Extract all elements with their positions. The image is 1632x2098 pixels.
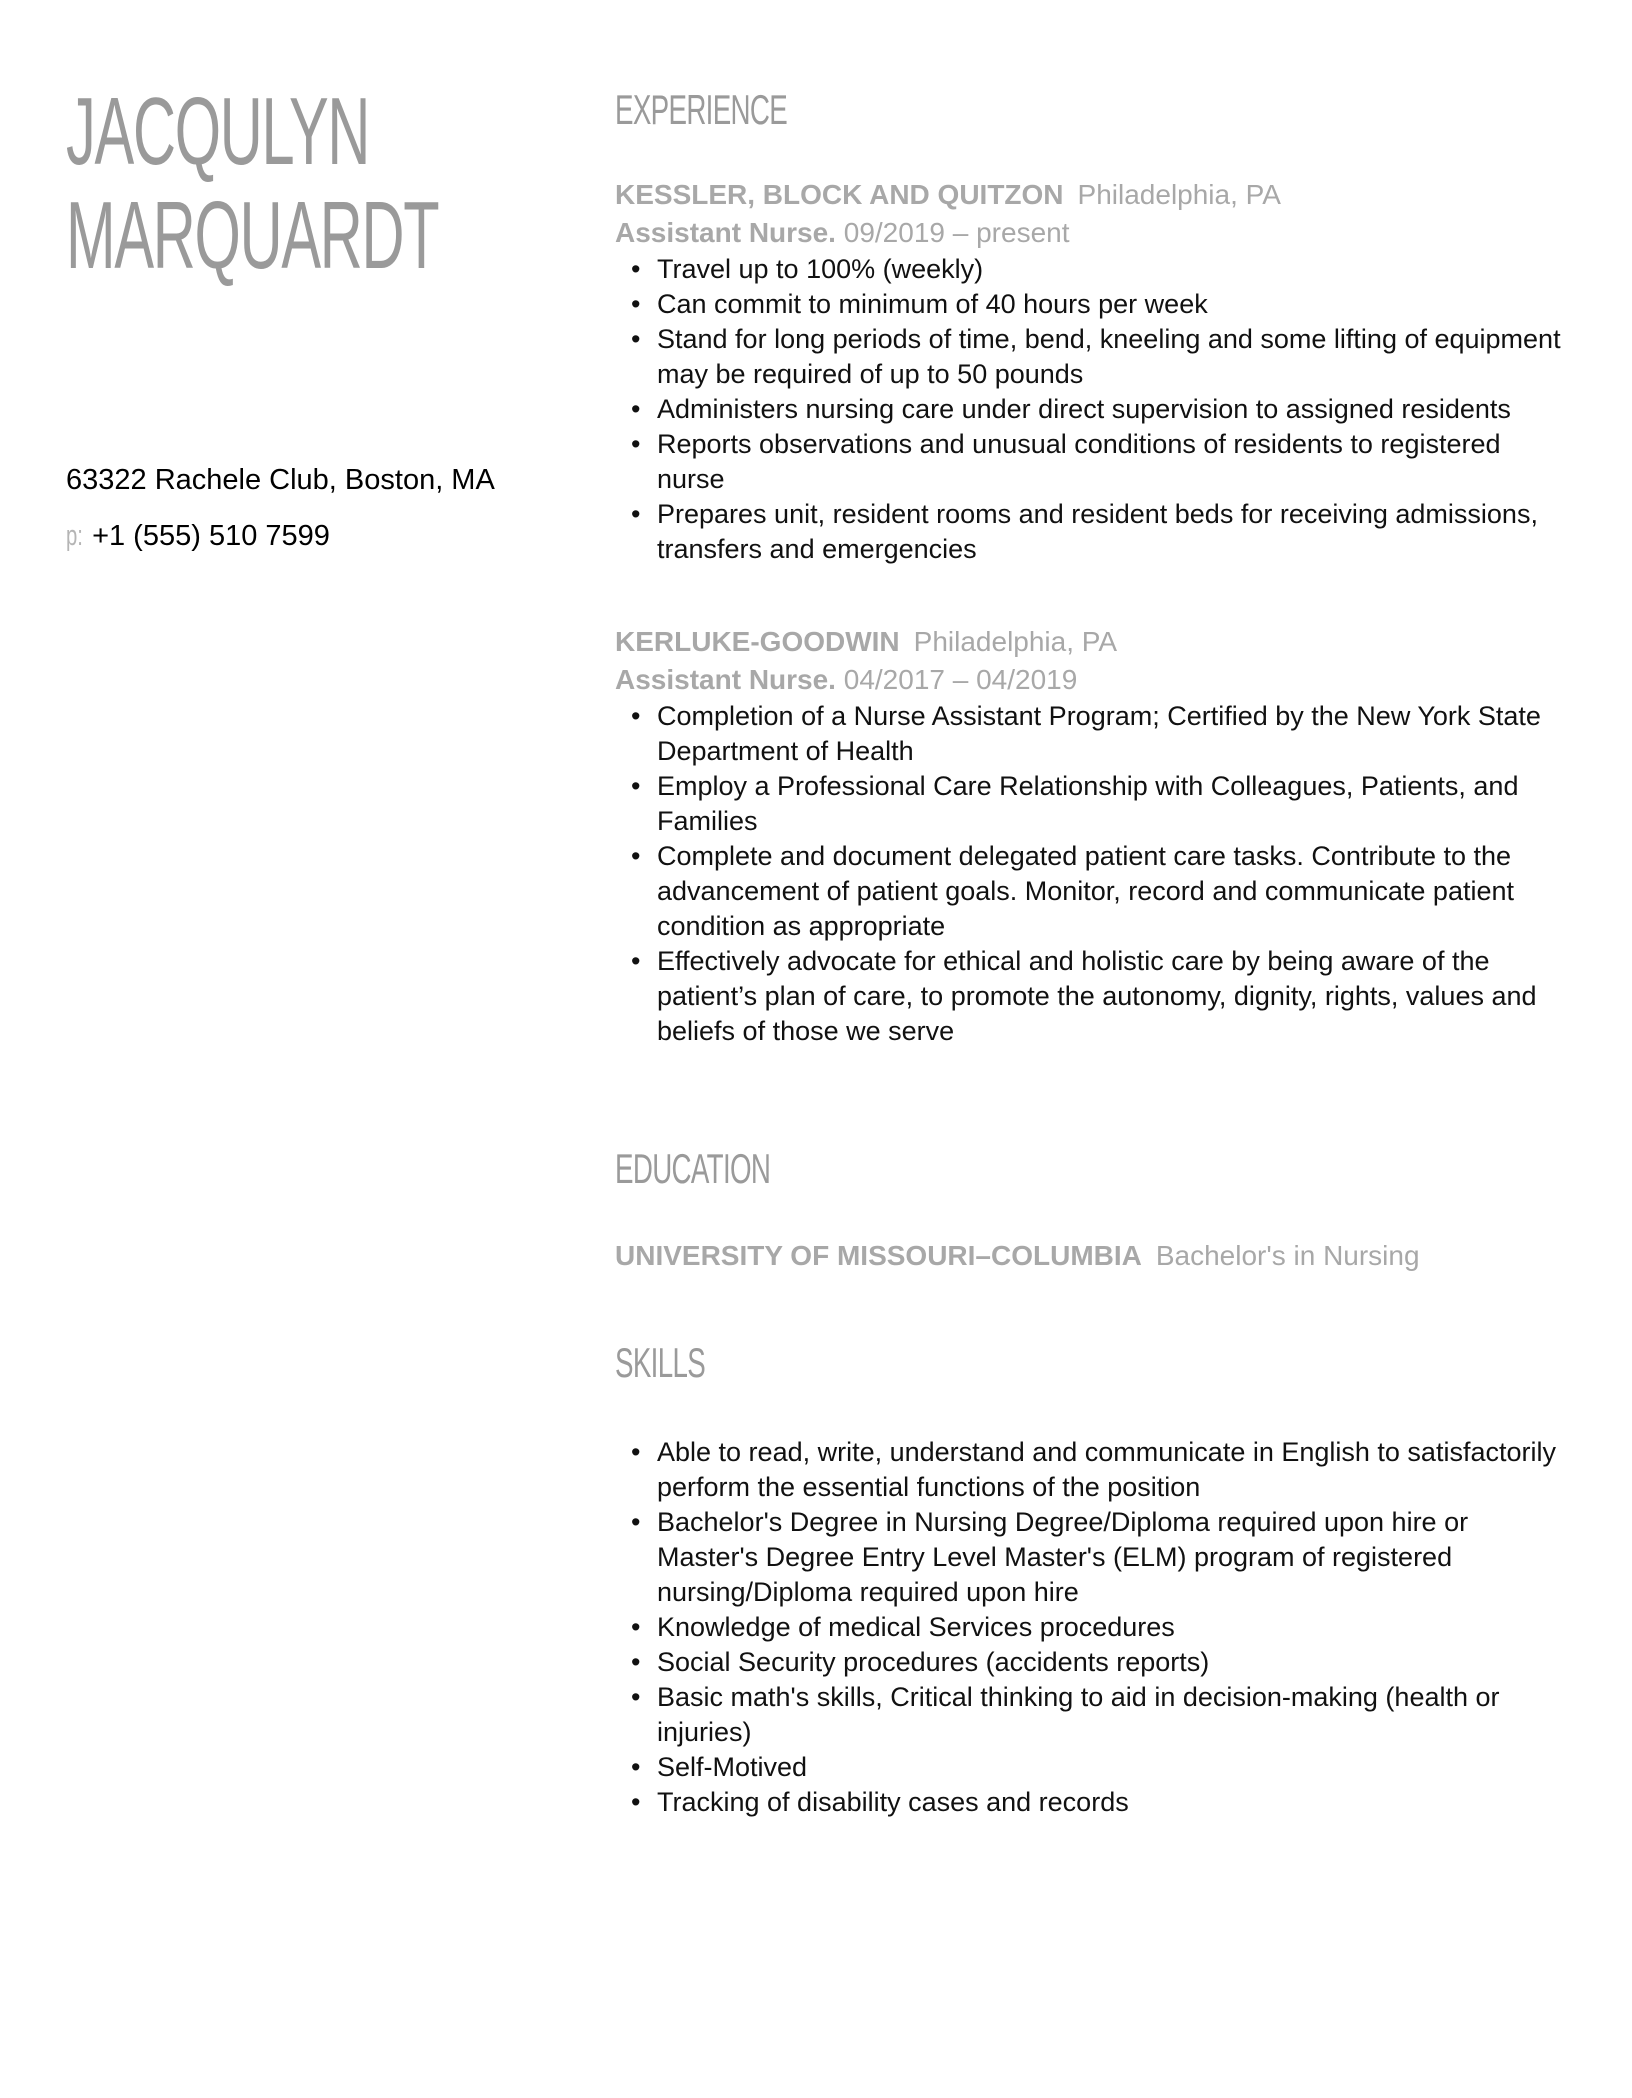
degree-name: Bachelor's in Nursing [1155,1240,1420,1271]
job-dates: 04/2017 – 04/2019 [843,664,1078,695]
company-name: KESSLER, BLOCK AND QUITZON [615,179,1064,210]
list-item: • Travel up to 100% (weekly) [657,252,1575,287]
list-item: • Employ a Professional Care Relationship with Colleagues, Patients, and Families [657,769,1575,839]
main-content [615,82,1575,1820]
school-name: UNIVERSITY OF MISSOURI–COLUMBIA [615,1240,1142,1271]
last-name: MARQUARDT [66,182,439,289]
skills-heading: SKILLS [615,1339,706,1386]
address: 63322 Rachele Club, Boston, MA [66,464,495,496]
list-item: • Prepares unit, resident rooms and resident beds for receiving admissions, transfers and emergencies [657,497,1575,567]
list-item: • Tracking of disability cases and records [657,1785,1575,1820]
list-item: • Self-Motived [657,1750,1575,1785]
experience-heading: EXPERIENCE [615,86,788,133]
job-location: Philadelphia, PA [913,626,1118,657]
phone-number: +1 (555) 510 7599 [92,520,330,552]
company-name: KERLUKE-GOODWIN [615,626,900,657]
list-item: • Bachelor's Degree in Nursing Degree/Diploma required upon hire or Master's Degree Entry Level Master's (ELM) program of registered nursing/Diploma required upon hire [657,1505,1575,1610]
list-item: • Social Security procedures (accidents reports) [657,1645,1575,1680]
education-heading: EDUCATION [615,1145,771,1192]
name-block [66,80,566,288]
job-title: Assistant Nurse. [615,217,836,248]
job-bullets [615,699,1575,1049]
list-item: • Reports observations and unusual conditions of residents to registered nurse [657,427,1575,497]
list-item: • Completion of a Nurse Assistant Program; Certified by the New York State Department of Health [657,699,1575,769]
phone-prefix: p: [66,520,83,552]
phone-line [66,518,586,554]
list-item: • Basic math's skills, Critical thinking to aid in decision-making (health or injuries) [657,1680,1575,1750]
list-item: • Stand for long periods of time, bend, kneeling and some lifting of equipment may be required of up to 50 pounds [657,322,1575,392]
job-entry [615,623,1575,1049]
education-entry [615,1237,1575,1275]
list-item: • Able to read, write, understand and communicate in English to satisfactorily perform the essential functions of the position [657,1435,1575,1505]
job-dates: 09/2019 – present [843,217,1070,248]
company-line [615,176,1575,214]
skills-list [615,1435,1575,1820]
title-line [615,661,1575,699]
title-line [615,214,1575,252]
list-item: • Administers nursing care under direct supervision to assigned residents [657,392,1575,427]
contact-info [66,462,586,574]
job-entry [615,176,1575,567]
company-line [615,623,1575,661]
job-bullets [615,252,1575,567]
list-item: • Complete and document delegated patient care tasks. Contribute to the advancement of patient goals. Monitor, record and communicate patient condition as appropriate [657,839,1575,944]
list-item: • Can commit to minimum of 40 hours per week [657,287,1575,322]
first-name: JACQULYN [66,78,370,185]
list-item: • Effectively advocate for ethical and holistic care by being aware of the patient’s plan of care, to promote the autonomy, dignity, rights, values and beliefs of those we serve [657,944,1575,1049]
job-title: Assistant Nurse. [615,664,836,695]
list-item: • Knowledge of medical Services procedures [657,1610,1575,1645]
job-location: Philadelphia, PA [1077,179,1281,210]
